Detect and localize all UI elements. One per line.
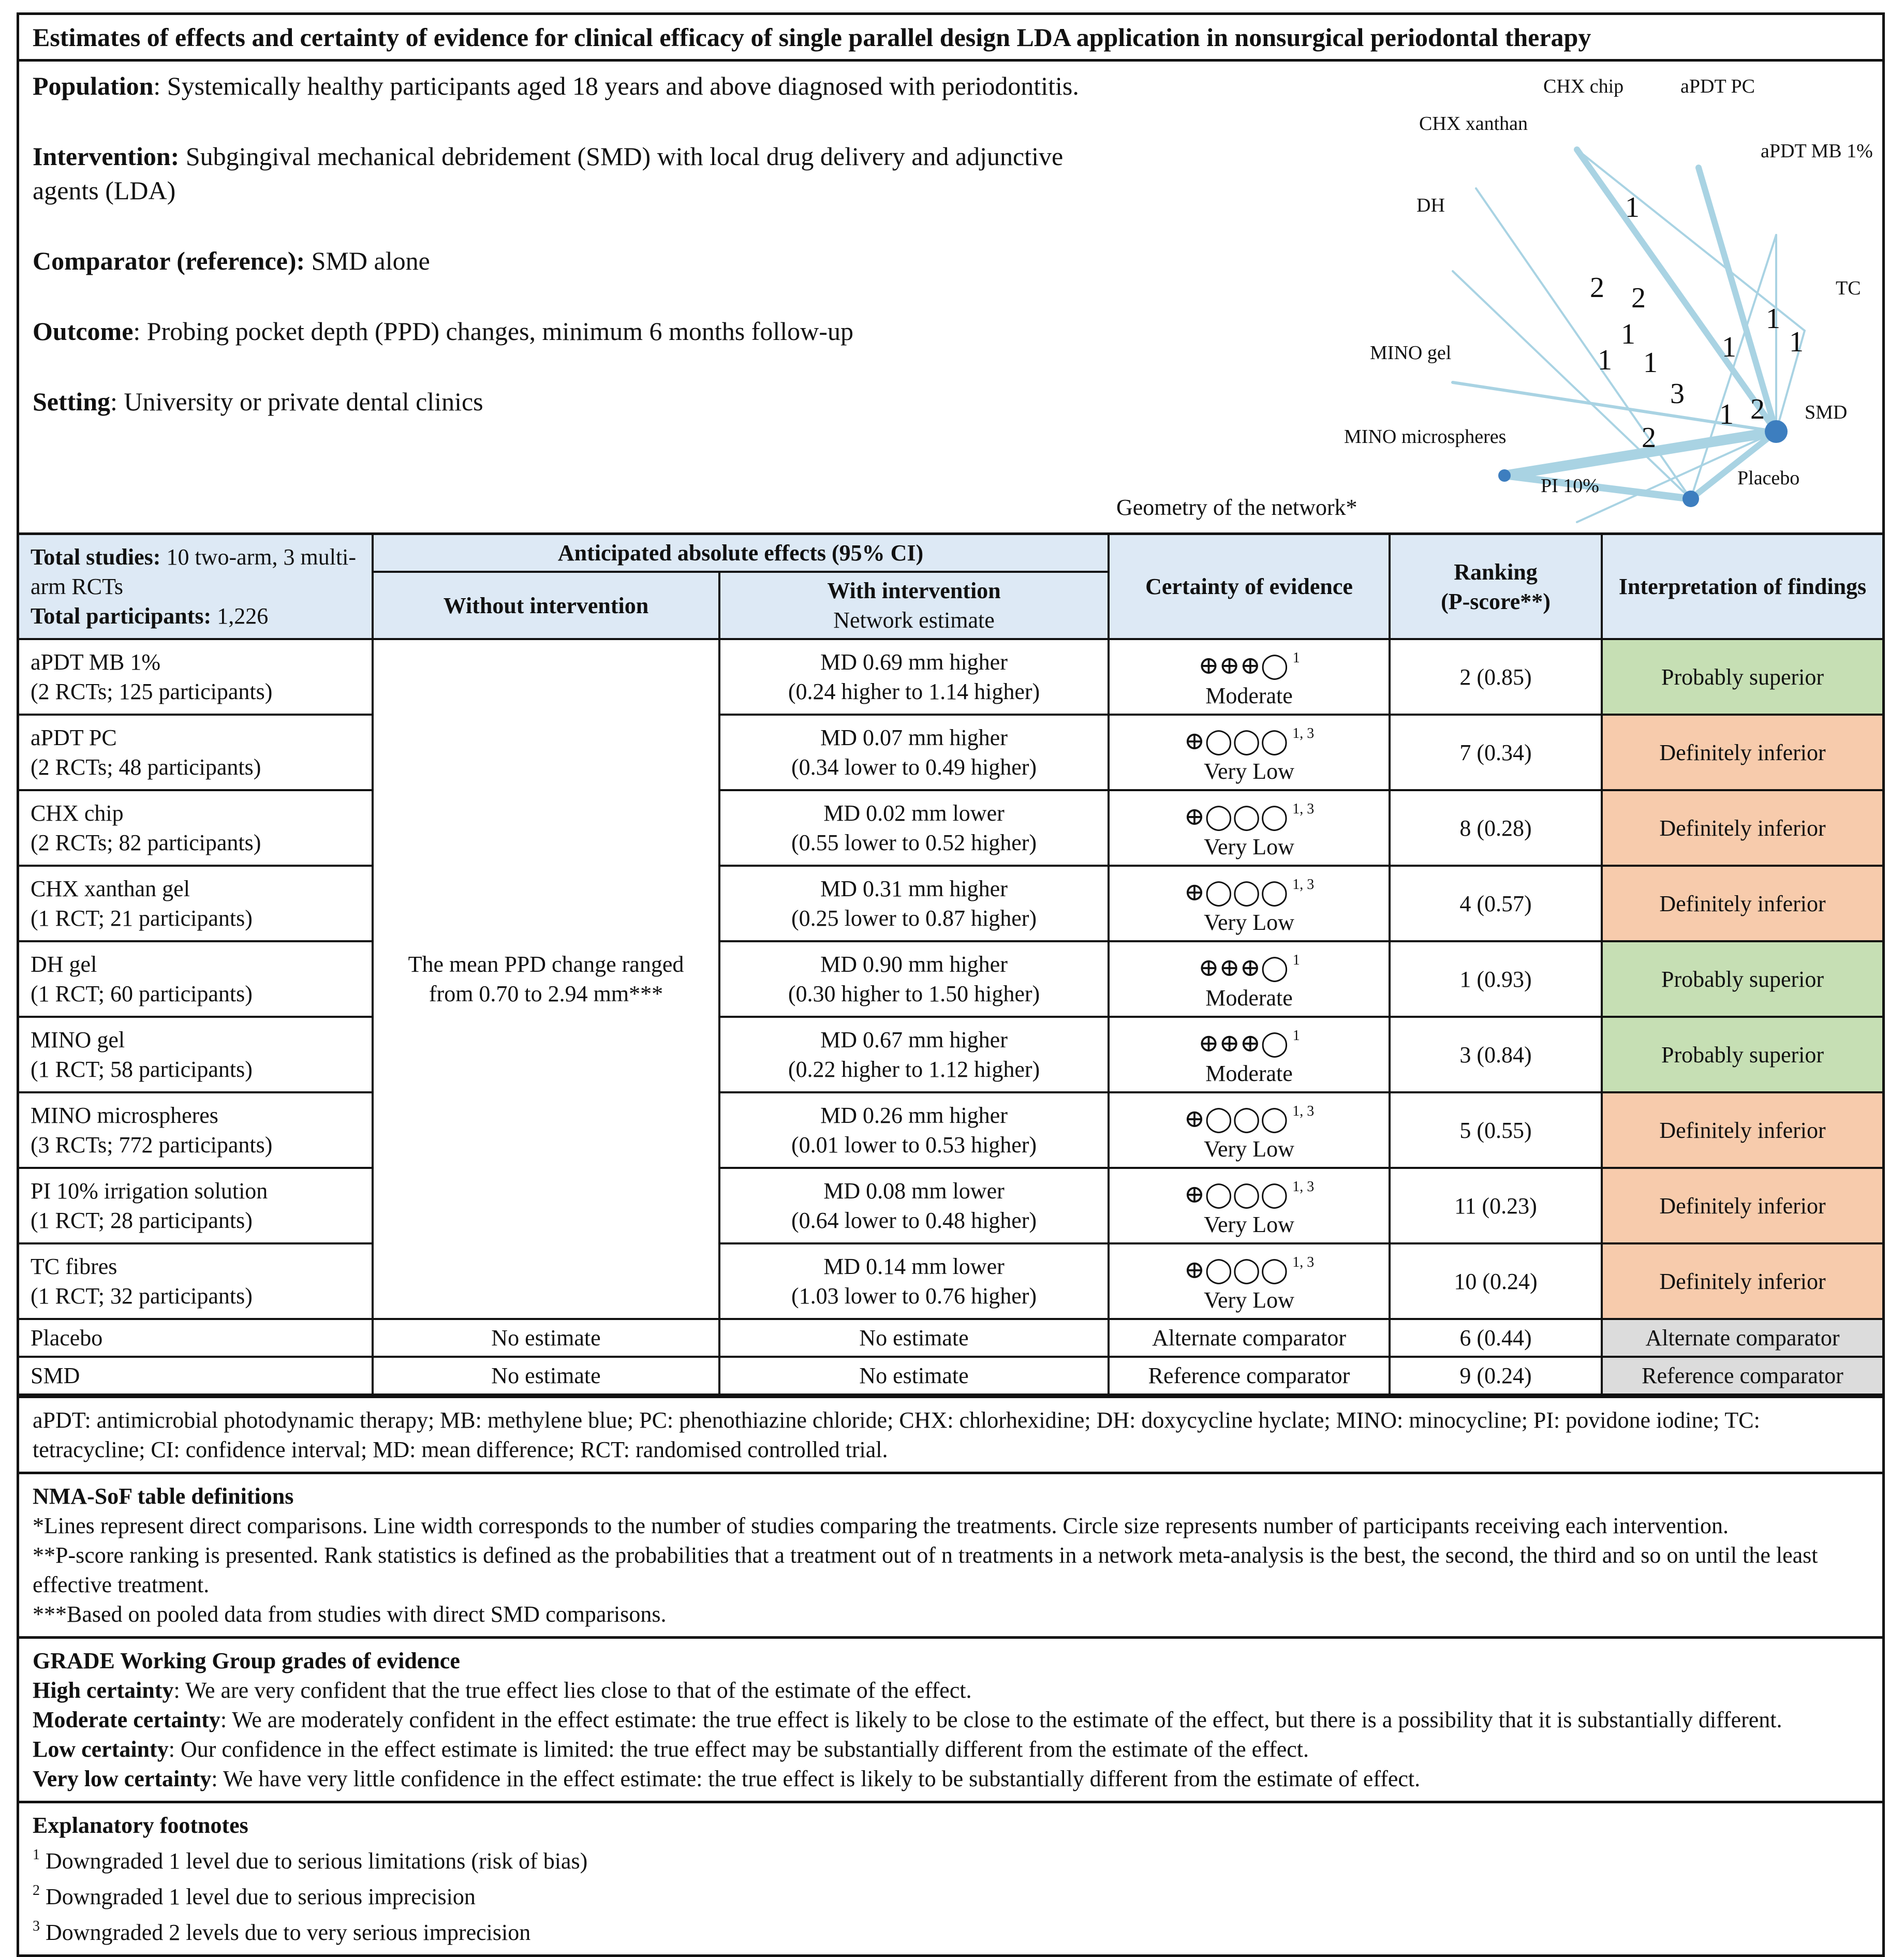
population-text: : Systemically healthy participants aged 18 years and above diagnosed with periodontitis. [153, 71, 1079, 100]
ranking-cell: 4 (0.57) [1390, 866, 1602, 941]
grade-symbols-icon: ⊕⊕⊕◯ $^1$ [1198, 952, 1300, 982]
network-estimate-cell: MD 0.14 mm lower (1.03 lower to 0.76 higher) [719, 1243, 1109, 1319]
certainty-cell: Reference comparator [1109, 1357, 1390, 1395]
grade-symbols-icon: ⊕◯◯◯ $^{1, 3}$ [1184, 1179, 1315, 1208]
header-total-studies: Total studies: 10 two-arm, 3 multi-arm RCTs Total participants: 1,226 [19, 535, 373, 639]
interpretation-cell: Probably superior [1602, 1017, 1882, 1092]
setting-text: : University or private dental clinics [110, 387, 483, 416]
intervention-cell: TC fibres (1 RCT; 32 participants) [19, 1243, 373, 1319]
comparator-label: Comparator (reference): [33, 246, 305, 275]
intervention-cell: aPDT PC (2 RCTs; 48 participants) [19, 715, 373, 790]
definition-item: *Lines represent direct comparisons. Line width corresponds to the number of studies comparing the treatments. Circle size represents number of participants receiving each intervention. [33, 1513, 1729, 1538]
grade-item: High certainty: We are very confident that the true effect lies close to that of the estimate of the effect. [33, 1678, 972, 1703]
ranking-cell: 6 (0.44) [1390, 1319, 1602, 1357]
certainty-cell: ⊕◯◯◯ $^{1, 3}$ Very Low [1109, 866, 1390, 941]
grade-item: Moderate certainty: We are moderately confident in the effect estimate: the true effect is likely to be close to the estimate of the effect, but there is a possibility that it is substantially different. [33, 1707, 1782, 1732]
ranking-cell: 1 (0.93) [1390, 941, 1602, 1017]
label-dh: DH [1416, 195, 1445, 216]
network-estimate-cell: MD 0.67 mm higher (0.22 higher to 1.12 higher) [719, 1017, 1109, 1092]
network-estimate-cell: MD 0.31 mm higher (0.25 lower to 0.87 higher) [719, 866, 1109, 941]
without-intervention-cell: No estimate [373, 1357, 719, 1395]
node-mino-microspheres [1498, 469, 1511, 482]
definitions-heading: NMA-SoF table definitions [33, 1484, 294, 1509]
intervention-label: Intervention: [33, 142, 180, 171]
header-anticipated-effects: Anticipated absolute effects (95% CI) [373, 535, 1109, 572]
intervention-line [33, 139, 1119, 207]
footnotes-section [19, 1801, 1882, 1954]
interpretation-cell: Definitely inferior [1602, 715, 1882, 790]
header-interpretation: Interpretation of findings [1602, 535, 1882, 639]
node-placebo [1682, 491, 1699, 507]
network-estimate-cell: MD 0.02 mm lower (0.55 lower to 0.52 higher) [719, 790, 1109, 866]
interpretation-cell: Definitely inferior [1602, 1092, 1882, 1168]
svg-text:1: 1 [1625, 191, 1640, 224]
pico-section [19, 62, 1882, 535]
intervention-cell: PI 10% irrigation solution (1 RCT; 28 participants) [19, 1168, 373, 1243]
footnote-item: $^2$ Downgraded 1 level due to serious imprecision [33, 1882, 476, 1909]
node-smd [1765, 420, 1788, 443]
label-tc: TC [1836, 277, 1861, 299]
svg-text:3: 3 [1670, 378, 1685, 410]
network-estimate-cell: No estimate [719, 1319, 1109, 1357]
definition-item: ***Based on pooled data from studies with direct SMD comparisons. [33, 1602, 667, 1627]
label-apdt-pc: aPDT PC [1680, 76, 1755, 97]
grade-symbols-icon: ⊕◯◯◯ $^{1, 3}$ [1184, 725, 1315, 755]
table-row [19, 1168, 1882, 1243]
interpretation-cell: Definitely inferior [1602, 1243, 1882, 1319]
intervention-cell: MINO gel (1 RCT; 58 participants) [19, 1017, 373, 1092]
label-mino-gel: MINO gel [1370, 342, 1452, 364]
svg-text:1: 1 [1789, 326, 1804, 358]
table-row [19, 715, 1882, 790]
grade-item: Low certainty: Our confidence in the effect estimate is limited: the true effect may be substantially different from the estimate of the effect. [33, 1737, 1309, 1762]
svg-text:2: 2 [1642, 422, 1656, 454]
sof-table [19, 535, 1882, 1396]
certainty-cell: ⊕⊕⊕◯ $^1$ Moderate [1109, 941, 1390, 1017]
without-intervention-cell: No estimate [373, 1319, 719, 1357]
certainty-cell: Alternate comparator [1109, 1319, 1390, 1357]
setting-line [33, 384, 1119, 419]
intervention-cell: CHX chip (2 RCTs; 82 participants) [19, 790, 373, 866]
ranking-cell: 3 (0.84) [1390, 1017, 1602, 1092]
footnote-item: $^3$ Downgraded 2 levels due to very serious imprecision [33, 1918, 531, 1945]
header-row-1 [19, 535, 1882, 572]
label-apdt-mb: aPDT MB 1% [1761, 140, 1873, 162]
network-caption: Geometry of the network* [1116, 495, 1357, 520]
grade-symbols-icon: ⊕⊕⊕◯ $^1$ [1198, 1028, 1300, 1057]
grade-symbols-icon: ⊕◯◯◯ $^{1, 3}$ [1184, 1103, 1315, 1133]
grade-symbols-icon: ⊕⊕⊕◯ $^1$ [1198, 650, 1300, 679]
ranking-cell: 5 (0.55) [1390, 1092, 1602, 1168]
interpretation-cell: Definitely inferior [1602, 1168, 1882, 1243]
interpretation-cell: Reference comparator [1602, 1357, 1882, 1395]
certainty-cell: ⊕◯◯◯ $^{1, 3}$ Very Low [1109, 1243, 1390, 1319]
intervention-cell: DH gel (1 RCT; 60 participants) [19, 941, 373, 1017]
interpretation-cell: Definitely inferior [1602, 866, 1882, 941]
certainty-cell: ⊕⊕⊕◯ $^1$ Moderate [1109, 639, 1390, 715]
label-placebo: Placebo [1737, 467, 1800, 489]
grade-item: Very low certainty: We have very little confidence in the effect estimate: the true effect is likely to be substantially different from the estimate of effect. [33, 1766, 1421, 1791]
svg-text:2: 2 [1590, 272, 1604, 304]
svg-text:2: 2 [1750, 393, 1765, 425]
network-estimate-cell: MD 0.69 mm higher (0.24 higher to 1.14 higher) [719, 639, 1109, 715]
comparator-line [33, 244, 1119, 278]
certainty-cell: ⊕◯◯◯ $^{1, 3}$ Very Low [1109, 1092, 1390, 1168]
certainty-cell: ⊕⊕⊕◯ $^1$ Moderate [1109, 1017, 1390, 1092]
network-diagram [1075, 62, 1882, 530]
intervention-cell: SMD [19, 1357, 373, 1395]
ranking-cell: 11 (0.23) [1390, 1168, 1602, 1243]
interpretation-cell: Probably superior [1602, 639, 1882, 715]
setting-label: Setting [33, 387, 110, 416]
outcome-text: : Probing pocket depth (PPD) changes, minimum 6 months follow-up [133, 317, 853, 346]
intervention-cell: MINO microspheres (3 RCTs; 772 participants) [19, 1092, 373, 1168]
label-pi: PI 10% [1541, 475, 1599, 497]
header-without-intervention: Without intervention [373, 572, 719, 639]
comparator-row [19, 1319, 1882, 1357]
abbreviations: aPDT: antimicrobial photodynamic therapy; MB: methylene blue; PC: phenothiazine chloride; CHX: chlorhexidine; DH: doxycycline hyclate; MINO: minocycline; PI: povidone iodine; TC: tetracycline; CI: confidence interval; MD: mean difference; RCT: randomised controlled trial. [19, 1396, 1882, 1472]
svg-text:1: 1 [1766, 303, 1780, 335]
header-ranking: Ranking (P-score**) [1390, 535, 1602, 639]
certainty-cell: ⊕◯◯◯ $^{1, 3}$ Very Low [1109, 715, 1390, 790]
label-chx-xanthan: CHX xanthan [1419, 113, 1528, 135]
intervention-cell: aPDT MB 1% (2 RCTs; 125 participants) [19, 639, 373, 715]
network-estimate-cell: No estimate [719, 1357, 1109, 1395]
svg-text:1: 1 [1598, 344, 1612, 376]
comparator-text: SMD alone [305, 246, 430, 275]
ranking-cell: 10 (0.24) [1390, 1243, 1602, 1319]
outcome-line [33, 314, 1119, 348]
label-smd: SMD [1805, 402, 1848, 423]
outcome-label: Outcome [33, 317, 134, 346]
network-estimate-cell: MD 0.07 mm higher (0.34 lower to 0.49 higher) [719, 715, 1109, 790]
table-row [19, 1243, 1882, 1319]
edge-minomicro-smd [1504, 432, 1776, 476]
grade-symbols-icon: ⊕◯◯◯ $^{1, 3}$ [1184, 877, 1315, 906]
interpretation-cell: Probably superior [1602, 941, 1882, 1017]
label-mino-microspheres: MINO microspheres [1344, 426, 1507, 448]
network-estimate-cell: MD 0.26 mm higher (0.01 lower to 0.53 higher) [719, 1092, 1109, 1168]
header-with-intervention: With intervention Network estimate [719, 572, 1109, 639]
ranking-cell: 7 (0.34) [1390, 715, 1602, 790]
table-row [19, 941, 1882, 1017]
table-row [19, 790, 1882, 866]
population-line [33, 69, 1119, 103]
table-row [19, 1017, 1882, 1092]
grade-symbols-icon: ⊕◯◯◯ $^{1, 3}$ [1184, 1254, 1315, 1284]
interpretation-cell: Definitely inferior [1602, 790, 1882, 866]
definitions-section [19, 1472, 1882, 1636]
intervention-cell: CHX xanthan gel (1 RCT; 21 participants) [19, 866, 373, 941]
without-intervention-cell: The mean PPD change ranged from 0.70 to 2.94 mm*** [373, 639, 719, 1319]
header-certainty: Certainty of evidence [1109, 535, 1390, 639]
document-title: Estimates of effects and certainty of evidence for clinical efficacy of single parallel design LDA application in nonsurgical periodontal therapy [19, 15, 1882, 62]
grade-symbols-icon: ⊕◯◯◯ $^{1, 3}$ [1184, 801, 1315, 831]
certainty-cell: ⊕◯◯◯ $^{1, 3}$ Very Low [1109, 1168, 1390, 1243]
table-row [19, 1092, 1882, 1168]
network-estimate-cell: MD 0.08 mm lower (0.64 lower to 0.48 higher) [719, 1168, 1109, 1243]
grade-heading: GRADE Working Group grades of evidence [33, 1648, 460, 1673]
ranking-cell: 9 (0.24) [1390, 1357, 1602, 1395]
interpretation-cell: Alternate comparator [1602, 1319, 1882, 1357]
sof-table-document [17, 12, 1885, 1957]
definition-item: **P-score ranking is presented. Rank statistics is defined as the probabilities that a treatment out of n treatments in a network meta-analysis is the best, the second, the third and so on until the least effective treatment. [33, 1543, 1818, 1597]
intervention-text: Subgingival mechanical debridement (SMD) with local drug delivery and adjunctive agents (LDA) [33, 142, 1064, 205]
table-row [19, 866, 1882, 941]
footnote-item: $^1$ Downgraded 1 level due to serious limitations (risk of bias) [33, 1847, 588, 1874]
grade-section [19, 1636, 1882, 1801]
label-chx-chip: CHX chip [1543, 76, 1624, 97]
svg-text:2: 2 [1631, 282, 1646, 314]
svg-text:1: 1 [1643, 347, 1658, 379]
certainty-cell: ⊕◯◯◯ $^{1, 3}$ Very Low [1109, 790, 1390, 866]
network-estimate-cell: MD 0.90 mm higher (0.30 higher to 1.50 higher) [719, 941, 1109, 1017]
svg-text:1: 1 [1719, 398, 1734, 431]
table-row [19, 639, 1882, 715]
comparator-row [19, 1357, 1882, 1395]
svg-text:1: 1 [1722, 331, 1736, 363]
ranking-cell: 8 (0.28) [1390, 790, 1602, 866]
ranking-cell: 2 (0.85) [1390, 639, 1602, 715]
footnotes-heading: Explanatory footnotes [33, 1813, 248, 1838]
pico-text [33, 69, 1119, 455]
svg-text:1: 1 [1621, 318, 1635, 350]
intervention-cell: Placebo [19, 1319, 373, 1357]
population-label: Population [33, 71, 154, 100]
